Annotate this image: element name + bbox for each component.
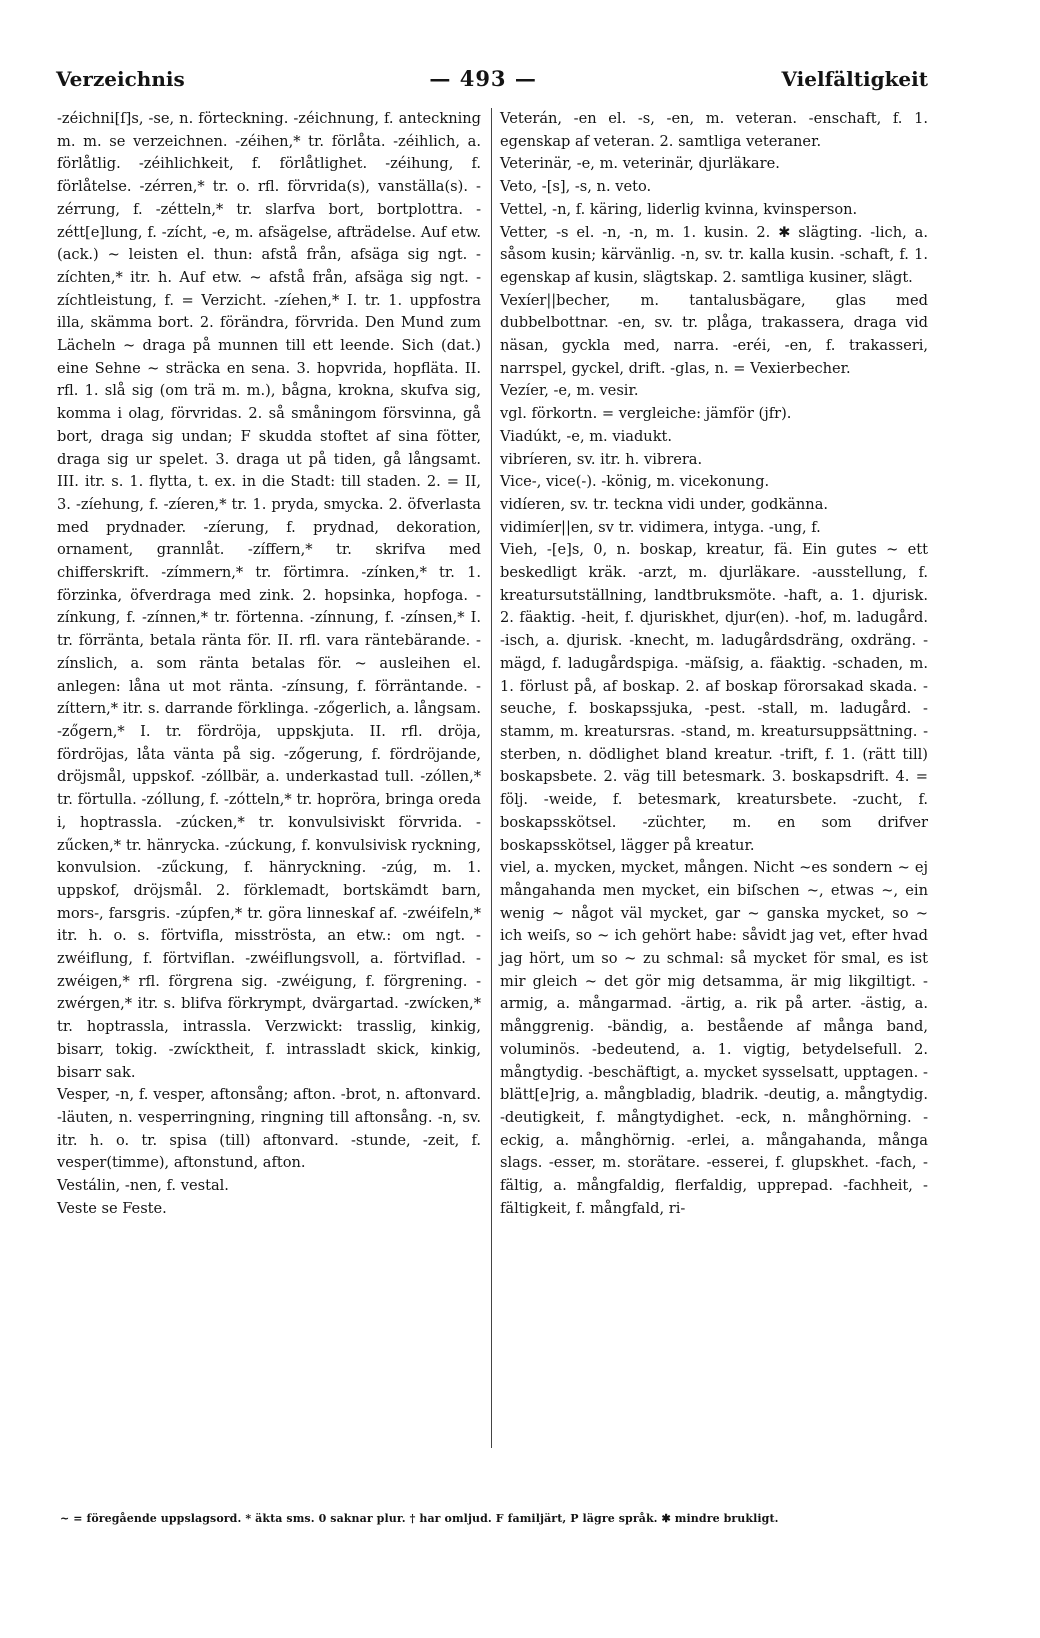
- entry: vidimíer||en, sv tr. vidimera, intyga. -ung, f.: [500, 518, 821, 536]
- column-divider: [491, 108, 492, 1448]
- entry: viel, a. mycken, mycket, mången. Nicht ~es sondern ~ ej mångahanda men mycket, ein biſschen ~, etwas ~, ein wenig ~ något väl mycket, gar ~ ganska mycket, so ~ ich weiſs, so ~ ich gehört habe: såvidt jag vet, efter hvad jag hört, um so ~ zu schmal: så mycket för smal, es ist mir gleich ~ det gör mig detsamma, är mig likgiltigt. -armig, a. mångarmad. -ärtig, a. rik på arter. -ästig, a. månggrenig. -bändig, a. bestående af många band, voluminös. -bedeutend, a. 1. vigtig, betydelsefull. 2. mångtydig. -beschäftigt, a. mycket sysselsatt, upptagen. -blätt[e]rig, a. mångbladig, bladrik. -deutig, a. mångtydig. -deutigkeit, f. mångtydighet. -eck, n. månghörning. -eckig, a. månghörnig. -erlei, a. mångahanda, många slags. -esser, m. storätare. -esserei, f. glupskhet. -fach, -fältig, a. mångfaldig, flerfaldig, upprepad. -fachheit, -fältigkeit, f. mångfald, ri-: [500, 859, 928, 1217]
- abbreviation-legend: ~ = föregående uppslagsord. * äkta sms. 0 saknar plur. † har omljud. F familjärt, P lägre språk. ✱ mindre brukligt.: [60, 1512, 779, 1525]
- right-column: [500, 108, 928, 1220]
- entry: -zéichni[ſ]s, -se, n. förteckning. -zéichnung, f. anteckning m. m. se verzeichnen. -zéihen,* tr. förlåta. -zéihlich, a. förlåtlig. -zéihlichkeit, f. förlåtlighet. -zéihung, f. förlåtelse. -zérren,* tr. o. rfl. förvrida(s), vanställa(s). -zérrung, f. -zétteln,* tr. slarfva bort, bortplottra. -zétt[e]lung, f. -zícht, -e, m. afsägelse, afträdelse. Auf etw. (ack.) ~ leisten el. thun: afstå från, afsäga sig ngt. -zíchten,* itr. h. Auf etw. ~ afstå från, afsäga sig ngt. -zíchtleistung, f. = Verzicht. -zíehen,* I. tr. 1. uppfostra illa, skämma bort. 2. förändra, förvrida. Den Mund zum Lächeln ~ draga på munnen till ett leende. Sich (dat.) eine Sehne ~ sträcka en sena. 3. hopvrida, hopfläta. II. rfl. 1. slå sig (om trä m. m.), bågna, krokna, skufva sig, komma i olag, förvridas. 2. så småningom försvinna, gå bort, draga sig undan; F skudda stoftet af sina fötter, draga sig ur spelet. 3. draga ut på tiden, gå långsamt. III. itr. s. 1. flytta, t. ex. in die Stadt: till staden. 2. = II, 3. -zíehung, f. -zíeren,* tr. 1. pryda, smycka. 2. öfverlasta med prydnader. -zíerung, f. prydnad, dekoration, ornament, grannlåt. -zíffern,* tr. skrifva med chifferskrift. -zímmern,* tr. förtimra. -zínken,* tr. 1. förzinka, öfverdraga med zink. 2. hopsinka, hopfoga. -zínkung, f. -zínnen,* tr. förtenna. -zínnung, f. -zínsen,* I. tr. förränta, betala ränta för. II. rfl. vara räntebärande. -zínslich, a. som ränta betalas för. ~ ausleihen el. anlegen: låna ut mot ränta. -zínsung, f. förräntande. -zíttern,* itr. s. darrande förklinga. -zőgerlich, a. långsam. -zőgern,* I. tr. fördröja, uppskjuta. II. rfl. dröja, fördröjas, låta vänta på sig. -zőgerung, f. fördröjande, dröjsmål, uppskof. -zóllbär, a. underkastad tull. -zóllen,* tr. förtulla. -zóllung, f. -zótteln,* tr. hopröra, bringa oreda i, hoptrassla. -zúcken,* tr. konvulsiviskt förvrida. -zűcken,* tr. hänrycka. -zúckung, f. konvulsivisk ryckning, konvulsion. -zűckung, f. hänryckning. -zúg, m. 1. uppskof, dröjsmål. 2. förklemadt, bortskämdt barn, mors-, farsgris. -zúpfen,* tr. göra linneskaf af. -zwéifeln,* itr. h. o. s. förtvifla, misströsta, an etw.: om ngt. -zwéiflung, f. förtviflan. -zwéiflungsvoll, a. förtviflad. -zwéigen,* rfl. förgrena sig. -zwéigung, f. förgrening. -zwérgen,* itr. s. blifva förkrympt, dvärgartad. -zwícken,* tr. hoptrassla, intrassla. Verzwickt: trasslig, kinkig, bisarr, tokig. -zwícktheit, f. intrassladt skick, kinkig, bisarr sak.: [57, 110, 481, 1081]
- page-number: — 493 —: [429, 66, 537, 91]
- running-header: [56, 66, 928, 96]
- entry: vibríeren, sv. itr. h. vibrera.: [500, 450, 703, 468]
- entry: Veterán, -en el. -s, -en, m. veteran. -enschaft, f. 1. egenskap af veteran. 2. samtliga veteraner.: [500, 110, 928, 150]
- left-column: [57, 108, 481, 1220]
- header-left-guideword: Verzeichnis: [56, 67, 185, 91]
- header-right-guideword: Vielfältigkeit: [781, 67, 928, 91]
- entry: Vesper, -n, f. vesper, aftonsång; afton. -brot, n. aftonvard. -läuten, n. vesperringning, ringning till aftonsång. -n, sv. itr. h. o. tr. spisa (till) aftonvard. -stunde, -zeit, f. vesper(timme), aftonstund, afton.: [57, 1086, 481, 1172]
- entry: Veterinär, -e, m. veterinär, djurläkare.: [500, 155, 780, 173]
- entry: Viadúkt, -e, m. viadukt.: [500, 427, 673, 445]
- entry: vgl. förkortn. = vergleiche: jämför (jfr).: [500, 405, 792, 423]
- entry: vidíeren, sv. tr. teckna vidi under, godkänna.: [500, 495, 829, 513]
- entry: Vice-, vice(-). -könig, m. vicekonung.: [500, 473, 770, 491]
- entry: Veto, -[s], -s, n. veto.: [500, 178, 652, 196]
- entry: Vexíer||becher, m. tantalusbägare, glas med dubbelbottnar. -en, sv. tr. plåga, trakassera, draga vid näsan, gyckla med, narra. -eréi, -en, f. trakasseri, narrspel, gyckel, drift. -glas, n. = Vexierbecher.: [500, 291, 928, 377]
- entry: Vestálin, -nen, f. vestal.: [57, 1177, 229, 1195]
- entry: Vieh, -[e]s, 0, n. boskap, kreatur, fä. Ein gutes ~ ett beskedligt kräk. -arzt, m. djurläkare. -ausstellung, f. kreatursutställning, landtbruksmöte. -haft, a. 1. djurisk. 2. fäaktig. -heit, f. djuriskhet, djur(en). -hof, m. ladugård. -isch, a. djurisk. -knecht, m. ladugårdsdräng, oxdräng. -mägd, f. ladugårdspiga. -mäſsig, a. fäaktig. -schaden, m. 1. förlust på, af boskap. 2. af boskap förorsakad skada. -seuche, f. boskapssjuka, -pest. -stall, m. ladugård. -stamm, m. kreatursras. -stand, m. kreatursuppsättning. -sterben, n. dödlighet bland kreatur. -trift, f. 1. (rätt till) boskapsbete. 2. väg till betesmark. 3. boskapsdrift. 4. = följ. -weide, f. betesmark, kreatursbete. -zucht, f. boskapsskötsel. -züchter, m. en som drifver boskapsskötsel, lägger på kreatur.: [500, 541, 928, 854]
- entry: Veste se Feste.: [57, 1199, 167, 1217]
- entry: Vezíer, -e, m. vesir.: [500, 382, 639, 400]
- entry: Vetter, -s el. -n, -n, m. 1. kusin. 2. ✱ slägting. -lich, a. såsom kusin; kärvänlig. -n, sv. tr. kalla kusin. -schaft, f. 1. egenskap af kusin, slägtskap. 2. samtliga kusiner, slägt.: [500, 223, 928, 286]
- entry: Vettel, -n, f. käring, liderlig kvinna, kvinsperson.: [500, 200, 858, 218]
